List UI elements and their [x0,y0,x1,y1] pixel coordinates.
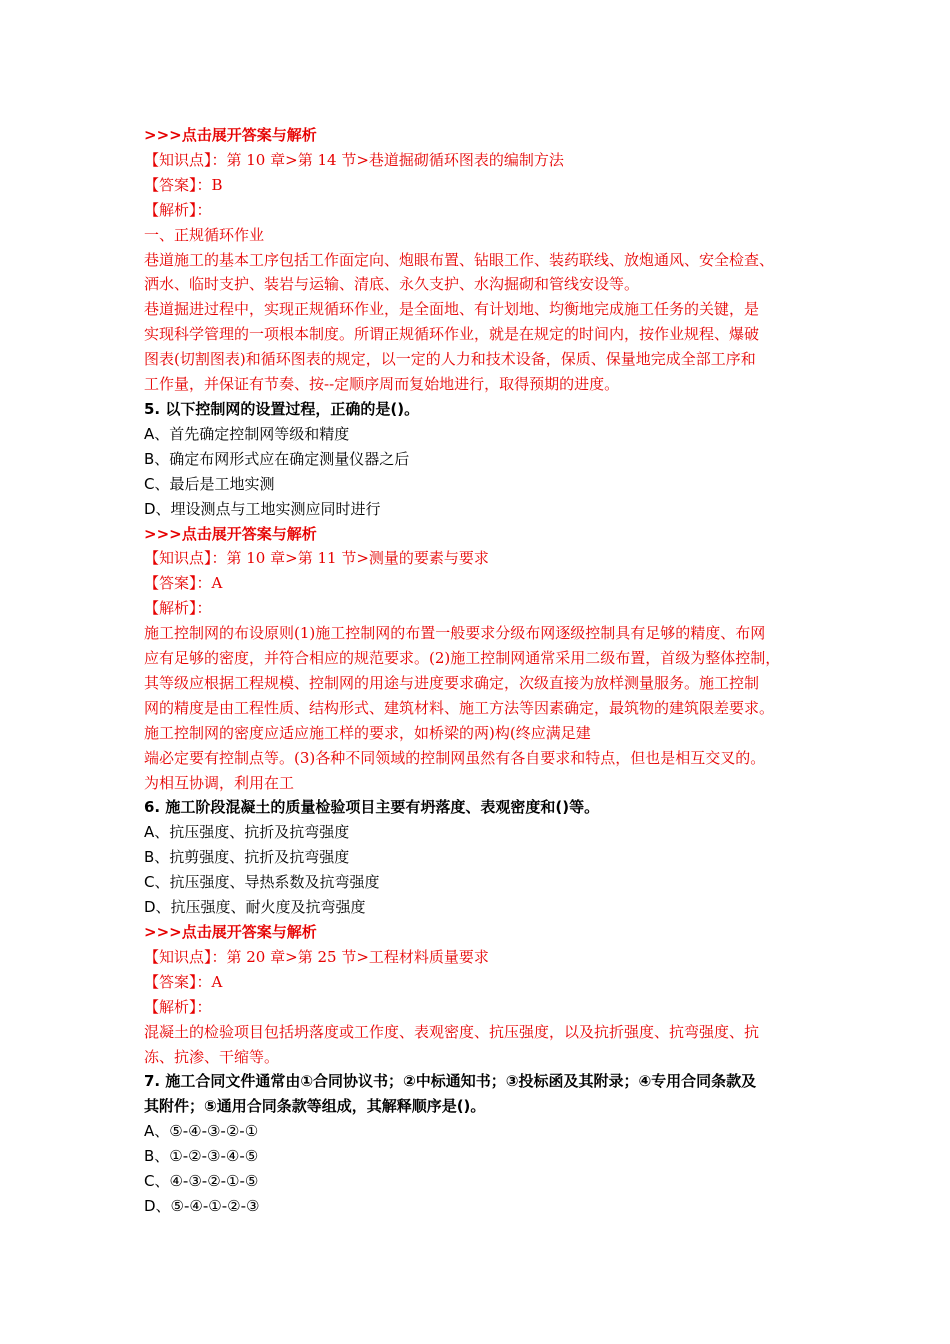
explanation-line: 洒水、临时支护、装岩与运输、清底、永久支护、水沟掘砌和管线安设等。 [144,275,640,294]
answer-meta-line: 【知识点】：第 10 章>第 14 节>巷道掘砌循环图表的编制方法 [144,150,564,169]
explanation-line: 混凝土的检验项目包括坍落度或工作度、表观密度、抗压强度，以及抗折强度、抗弯强度、抗 [144,1022,760,1041]
question-line: 其附件；⑤通用合同条款等组成，其解释顺序是()。 [144,1097,486,1116]
answer-meta-line: 【答案】：B [144,175,223,194]
option-line: B、抗剪强度、抗折及抗弯强度 [144,848,350,867]
option-line: C、④-③-②-①-⑤ [144,1172,259,1191]
answer-meta-line: 【知识点】：第 20 章>第 25 节>工程材料质量要求 [144,947,489,966]
option-line: B、①-②-③-④-⑤ [144,1147,259,1166]
option-line: A、首先确定控制网等级和精度 [144,424,350,443]
explanation-line: 网的精度是由工程性质、结构形式、建筑材料、施工方法等因素确定，最筑物的建筑限差要求。 [144,698,775,717]
explanation-line: 巷道施工的基本工序包括工作面定向、炮眼布置、钻眼工作、装药联线、放炮通风、安全检查、 [144,250,775,269]
explanation-line: 施工控制网的密度应适应施工样的要求，如桥梁的两)构(终应满足建 [144,723,591,742]
answer-meta-line: 【知识点】：第 10 章>第 11 节>测量的要素与要求 [144,549,489,568]
explanation-line: 实现科学管理的一项根本制度。所谓正规循环作业，就是在规定的时间内，按作业规程、爆破 [144,325,760,344]
expand-answer-link[interactable]: >>>点击展开答案与解析 [144,923,317,941]
answer-meta-line: 【解析】： [144,599,212,618]
question-line: 7. 施工合同文件通常由①合同协议书；②中标通知书；③投标函及其附录；④专用合同条款及 [144,1072,757,1091]
option-line: D、⑤-④-①-②-③ [144,1196,260,1215]
expand-answer-link[interactable]: >>>点击展开答案与解析 [144,126,317,144]
option-line: A、⑤-④-③-②-① [144,1122,259,1141]
explanation-line: 工作量，并保证有节奏、按--定顺序周而复始地进行，取得预期的进度。 [144,375,620,394]
explanation-line: 冻、抗渗、干缩等。 [144,1047,280,1066]
expand-answer-link[interactable]: >>>点击展开答案与解析 [144,524,317,543]
option-line: C、抗压强度、导热系数及抗弯强度 [144,873,380,892]
explanation-line: 端必定要有控制点等。(3)各种不同领域的控制网虽然有各自要求和特点，但也是相互交叉的。 [144,748,766,767]
answer-meta-line: 【解析】： [144,200,212,219]
question-line: 5. 以下控制网的设置过程，正确的是()。 [144,399,420,418]
explanation-line: 一、正规循环作业 [144,225,265,244]
explanation-line: 图表(切割图表)和循环图表的规定，以一定的人力和技术设备，保质、保量地完成全部工序和 [144,350,756,369]
question-line: 6. 施工阶段混凝土的质量检验项目主要有坍落度、表观密度和()等。 [144,798,600,817]
explanation-line: 巷道掘进过程中，实现正规循环作业，是全面地、有计划地、均衡地完成施工任务的关键，是 [144,300,760,319]
answer-meta-line: 【答案】：A [144,972,223,991]
option-line: C、最后是工地实测 [144,474,275,493]
explanation-line: 其等级应根据工程规模、控制网的用途与进度要求确定，次级直接为放样测量服务。施工控制 [144,673,760,692]
option-line: A、抗压强度、抗折及抗弯强度 [144,823,350,842]
explanation-line: 为相互协调，利用在工 [144,773,295,792]
explanation-line: 施工控制网的布设原则(1)施工控制网的布置一般要求分级布网逐级控制具有足够的精度、布网 [144,624,766,643]
option-line: D、抗压强度、耐火度及抗弯强度 [144,898,366,917]
answer-meta-line: 【解析】： [144,997,212,1016]
option-line: B、确定布网形式应在确定测量仪器之后 [144,449,410,468]
document-page [144,123,814,1219]
answer-meta-line: 【答案】：A [144,574,223,593]
explanation-line: 应有足够的密度，并符合相应的规范要求。(2)施工控制网通常采用二级布置，首级为整体控制， [144,649,781,668]
option-line: D、埋设测点与工地实测应同时进行 [144,499,381,518]
